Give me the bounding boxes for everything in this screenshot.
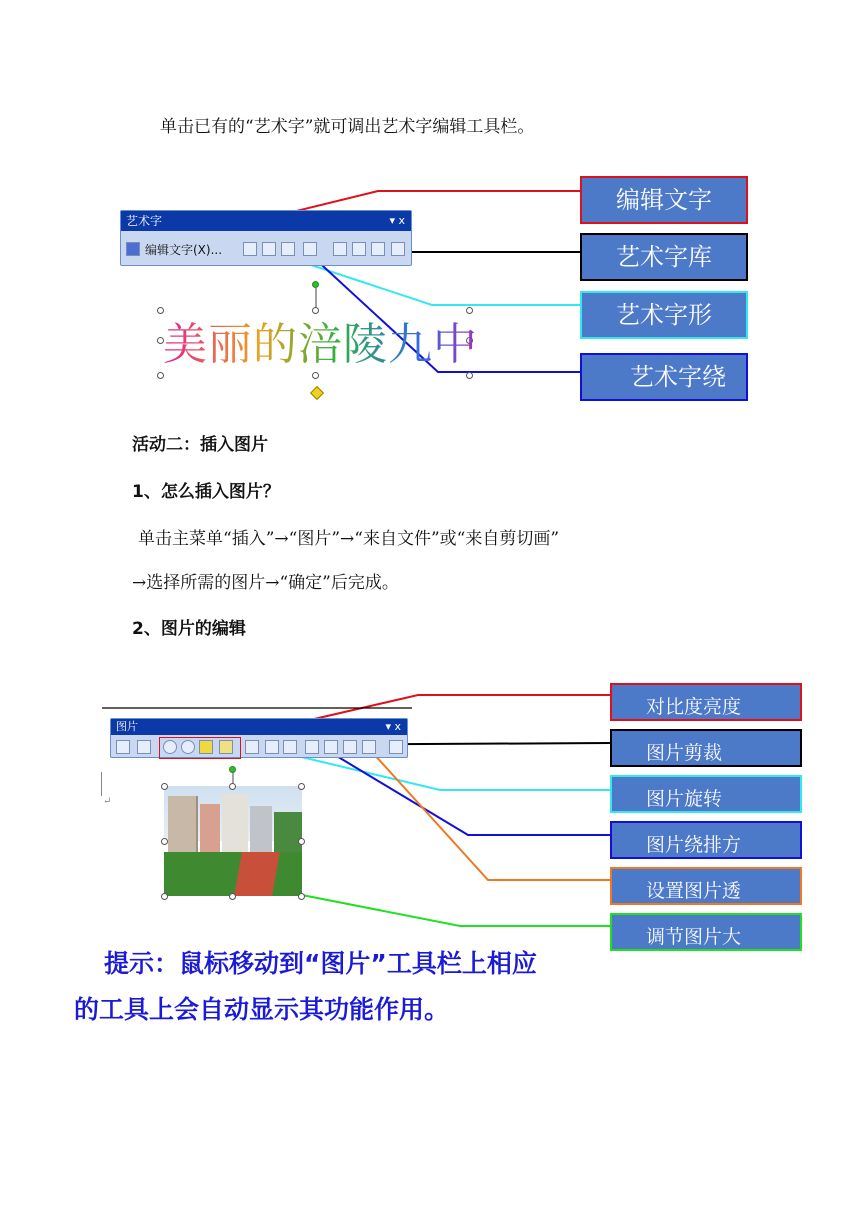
crop-icon[interactable] <box>245 740 259 754</box>
text-wrapping-icon[interactable] <box>324 740 338 754</box>
tip-line-1: 提示：鼠标移动到“图片”工具栏上相应 <box>104 949 537 978</box>
picture-handle-ml[interactable] <box>161 838 168 845</box>
picture-handle-bl[interactable] <box>161 893 168 900</box>
connector-wrap <box>330 752 610 835</box>
picture-toolbar-title: 图片 <box>116 720 138 733</box>
resize-handle-br[interactable] <box>466 372 473 379</box>
callout-wrap: 图片绕排方 <box>610 821 802 859</box>
text-cursor <box>101 772 102 796</box>
picture-handle-br[interactable] <box>298 893 305 900</box>
wordart-toolbar-titlebar[interactable] <box>121 211 411 231</box>
question1-body-line2: →选择所需的图片→“确定”后完成。 <box>132 573 399 593</box>
reset-picture-icon[interactable] <box>389 740 403 754</box>
callout-contrast-brightness: 对比度亮度 <box>610 683 802 721</box>
picture-handle-tl[interactable] <box>161 783 168 790</box>
callout-wordart-gallery: 艺术字库 <box>580 233 748 281</box>
picture-handle-bc[interactable] <box>229 893 236 900</box>
toolbar-controls[interactable]: ▾ x <box>389 214 405 227</box>
alignment-icon[interactable] <box>371 242 385 256</box>
resize-handle-bl[interactable] <box>157 372 164 379</box>
line-style-icon[interactable] <box>283 740 297 754</box>
inserted-picture-object[interactable] <box>164 766 302 900</box>
picture-rotate-handle[interactable] <box>229 766 236 773</box>
color-icon[interactable] <box>137 740 151 754</box>
tip-line-2: 的工具上会自动显示其功能作用。 <box>74 995 450 1024</box>
character-spacing-icon[interactable] <box>391 242 405 256</box>
wordart-shape-icon[interactable] <box>281 242 295 256</box>
picture-toolbar-titlebar[interactable] <box>111 719 407 735</box>
activity-heading: 活动二：插入图片 <box>132 435 268 455</box>
edit-text-button[interactable]: 编辑文字(X)... <box>145 243 223 257</box>
callout-wordart-shape: 艺术字形 <box>580 291 748 339</box>
less-brightness-icon[interactable] <box>219 740 233 754</box>
rotate-handle[interactable] <box>312 281 319 288</box>
wordart-object[interactable] <box>161 280 478 400</box>
less-contrast-icon[interactable] <box>181 740 195 754</box>
callout-size: 调节图片大 <box>610 913 802 951</box>
callout-wordart-wrap: 艺术字绕 <box>580 353 748 401</box>
connector-size <box>302 895 610 926</box>
question1-body-line1: 单击主菜单“插入”→“图片”→“来自文件”或“来自剪切画” <box>138 529 560 549</box>
more-contrast-icon[interactable] <box>163 740 177 754</box>
format-wordart-icon[interactable] <box>262 242 276 256</box>
callout-edit-text: 编辑文字 <box>580 176 748 224</box>
format-picture-icon[interactable] <box>343 740 357 754</box>
vertical-text-icon[interactable] <box>352 242 366 256</box>
picture-toolbar <box>110 718 408 758</box>
question2-heading: 2、图片的编辑 <box>132 619 246 639</box>
set-transparent-color-icon[interactable] <box>362 740 376 754</box>
insert-picture-icon[interactable] <box>116 740 130 754</box>
connector-transparency <box>372 752 610 880</box>
callout-transparency: 设置图片透 <box>610 867 802 905</box>
paragraph-mark-icon: ↵ <box>103 796 112 807</box>
wordart-gallery-icon[interactable] <box>243 242 257 256</box>
picture-handle-tr[interactable] <box>298 783 305 790</box>
more-brightness-icon[interactable] <box>199 740 213 754</box>
resize-handle-bc[interactable] <box>312 372 319 379</box>
wordart-toolbar-title: 艺术字 <box>126 214 163 228</box>
wordart-toolbar <box>120 210 412 266</box>
callout-crop: 图片剪裁 <box>610 729 802 767</box>
question1-heading: 1、怎么插入图片？ <box>132 482 280 502</box>
same-letter-heights-icon[interactable] <box>333 242 347 256</box>
picture-handle-tc[interactable] <box>229 783 236 790</box>
school-photo <box>164 786 302 896</box>
intro-text: 单击已有的“艺术字”就可调出艺术字编辑工具栏。 <box>160 117 535 137</box>
callout-rotate: 图片旋转 <box>610 775 802 813</box>
picture-toolbar-controls[interactable]: ▾ x <box>385 720 401 733</box>
insert-wordart-icon[interactable] <box>126 242 140 256</box>
rotate-left-icon[interactable] <box>265 740 279 754</box>
compress-pictures-icon[interactable] <box>305 740 319 754</box>
picture-handle-mr[interactable] <box>298 838 305 845</box>
wordart-sample: 美丽的涪陵九中 <box>163 308 478 372</box>
text-wrapping-icon[interactable] <box>303 242 317 256</box>
